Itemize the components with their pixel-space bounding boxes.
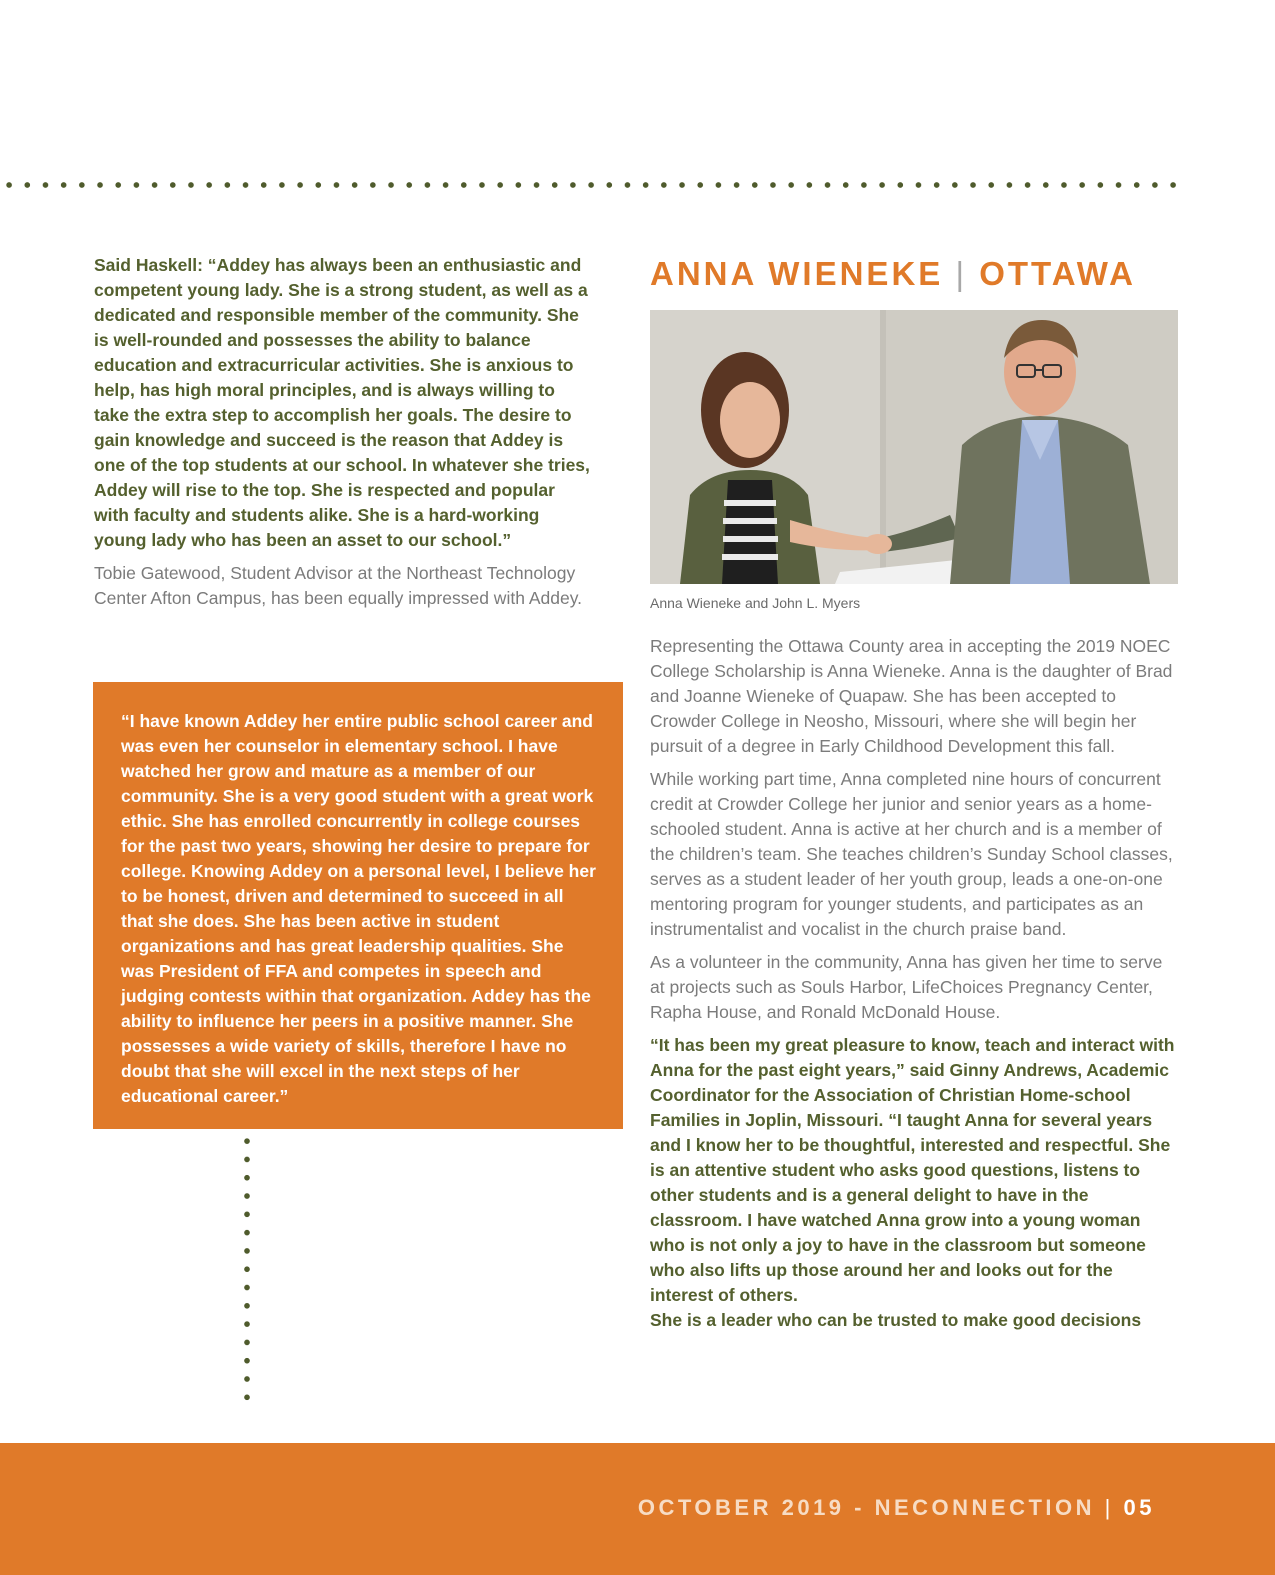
left-column	[94, 253, 594, 611]
body-paragraph-3: As a volunteer in the community, Anna has given her time to serve at projects such as Souls Harbor, LifeChoices Pregnancy Center, Rapha House, and Ronald McDonald House.	[650, 952, 1163, 1022]
body-paragraph-2: While working part time, Anna completed nine hours of concurrent credit at Crowder College her junior and senior years as a home-schooled student. Anna is active at her church and is a member of the children’s team. She teaches children’s Sunday School classes, serves as a student leader of her youth group, leads a one-on-one mentoring program for younger students, and participates as an instrumentalist and vocalist in the church praise band.	[650, 769, 1173, 939]
footer-publication: OCTOBER 2019 - NECONNECTION	[637, 1495, 1096, 1520]
pull-quote-text: “I have known Addey her entire public school career and was even her counselor in elementary school. I have watched her grow and mature as a member of our community. She is a very good student with a great work ethic. She has enrolled concurrently in college courses for the past two years, showing her desire to prepare for college. Knowing Addey on a personal level, I believe her to be honest, driven and determined to succeed in all that she does. She has been active in student organizations and has great leadership qualities. She was President of FFA and competes in speech and judging contests within that organization. Addey has the ability to influence her peers in a positive manner. She possesses a wide variety of skills, therefore I have no doubt that she will excel in the next steps of her educational career.”	[121, 711, 596, 1106]
andrews-quote-continued: She is a leader who can be trusted to make good decisions	[650, 1310, 1142, 1330]
gatewood-intro: Tobie Gatewood, Student Advisor at the Northeast Technology Center Afton Campus, has been equally impressed with Addey.	[94, 563, 583, 608]
photo-anna-and-john	[650, 310, 1178, 584]
headline-name: ANNA WIENEKE	[650, 255, 944, 292]
haskell-quote: Said Haskell: “Addey has always been an enthusiastic and competent young lady. She is a strong student, as well as a dedicated and responsible member of the community. She is well-rounded and possesses the ability to balance education and extracurricular activities. She is anxious to help, has high moral principles, and is always willing to take the extra step to accomplish her goals. The desire to gain knowledge and succeed is the reason that Addey is one of the top students at our school. In whatever she tries, Addey will rise to the top. She is respected and popular with faculty and students alike. She is a hard-working young lady who has been an asset to our school.”	[94, 255, 590, 550]
andrews-quote: “It has been my great pleasure to know, teach and interact with Anna for the past eight years,” said Ginny Andrews, Academic Coordinator for the Association of Christian Home-school Families in Joplin, Missouri. “I taught Anna for several years and I know her to be thoughtful, interested and respectful. She is an attentive student who asks good questions, listens to other students and is a general delight to have in the classroom. I have watched Anna grow into a young woman who is not only a joy to have in the classroom but someone who also lifts up those around her and looks out for the interest of others.	[650, 1035, 1175, 1305]
right-column	[650, 252, 1180, 1333]
pull-quote-box	[93, 682, 623, 1129]
article-headline	[650, 252, 1180, 296]
body-paragraph-1: Representing the Ottawa County area in accepting the 2019 NOEC College Scholarship is Anna Wieneke. Anna is the daughter of Brad and Joanne Wieneke of Quapaw. She has been accepted to Crowder College in Neosho, Missouri, where she will begin her pursuit of a degree in Early Childhood Development this fall.	[650, 636, 1173, 756]
photo-caption: Anna Wieneke and John L. Myers	[650, 595, 861, 611]
headline-separator: |	[955, 255, 968, 292]
dotted-divider-vertical	[242, 1132, 252, 1402]
page-number: 05	[1123, 1495, 1155, 1520]
footer-separator: |	[1104, 1495, 1114, 1520]
dotted-divider-top	[0, 180, 1185, 190]
headline-place: OTTAWA	[979, 255, 1136, 292]
footer-text	[638, 1495, 1155, 1521]
page-footer	[0, 1443, 1275, 1575]
photo-illustration	[650, 310, 1178, 584]
